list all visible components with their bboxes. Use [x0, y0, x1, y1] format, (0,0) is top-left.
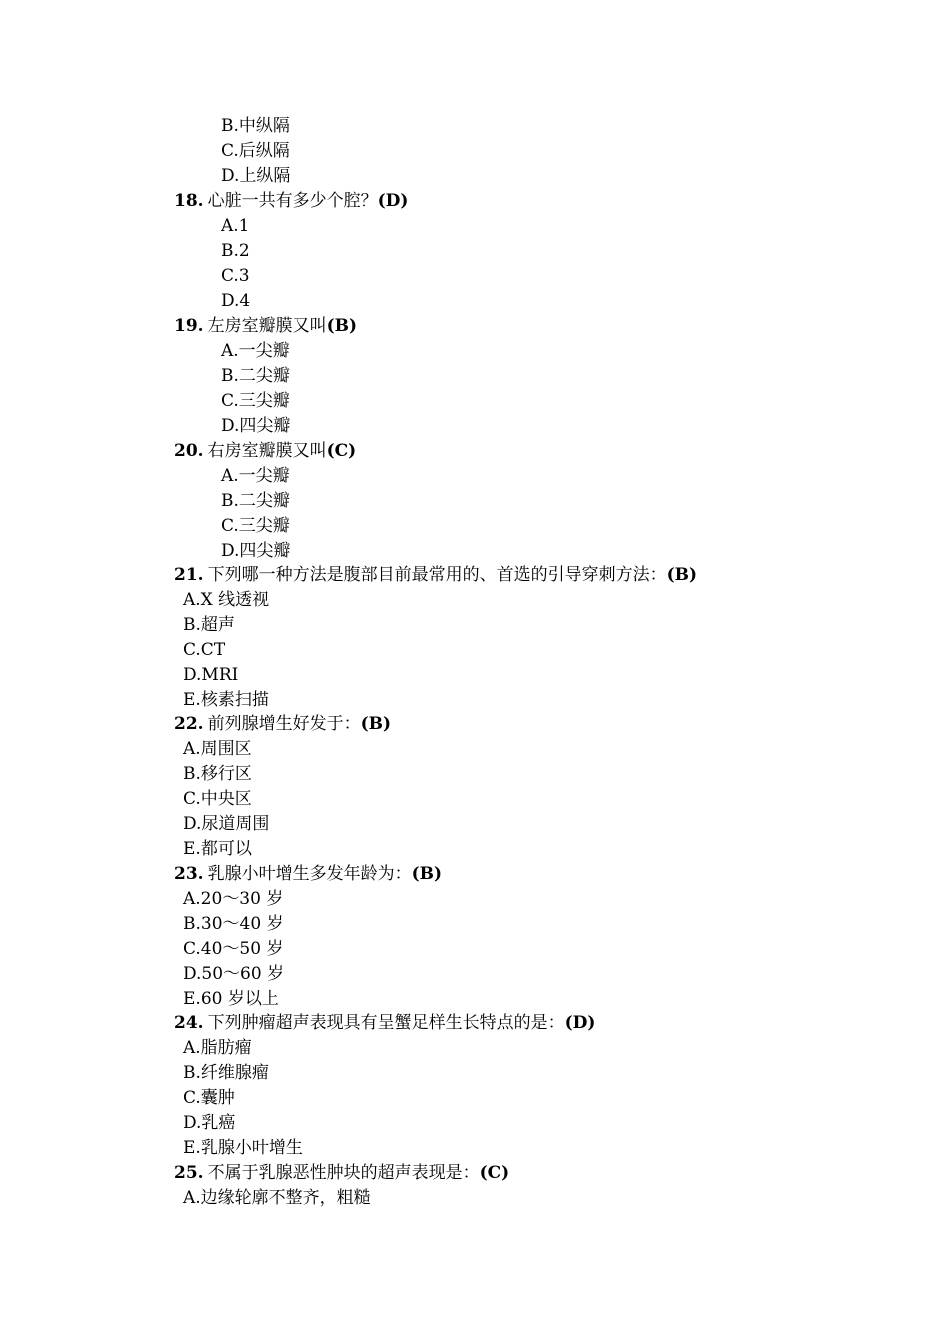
- question-answer: (D): [564, 1013, 596, 1033]
- question-answer: (B): [326, 316, 358, 336]
- option-line: C.囊肿: [183, 1088, 235, 1108]
- option-line: A.X 线透视: [183, 590, 270, 610]
- question-number: 21.: [174, 565, 204, 585]
- option-line: B.移行区: [183, 764, 252, 784]
- option-line: A.20～30 岁: [183, 889, 284, 909]
- question-text: 乳腺小叶增生多发年龄为：: [207, 864, 412, 884]
- question-line: [174, 563, 697, 587]
- option-line: C.中央区: [183, 789, 252, 809]
- option-line: E.60 岁以上: [183, 989, 279, 1009]
- option-line: C.三尖瓣: [221, 391, 290, 411]
- question-answer: (B): [666, 565, 698, 585]
- question-line: [174, 189, 408, 213]
- question-number: 23.: [174, 864, 204, 884]
- question-answer: (B): [411, 864, 443, 884]
- option-line: A.周围区: [183, 739, 252, 759]
- option-line: B.2: [221, 241, 250, 261]
- question-number: 18.: [174, 191, 204, 211]
- option-line: B.纤维腺瘤: [183, 1063, 269, 1083]
- option-line: E.乳腺小叶增生: [183, 1138, 303, 1158]
- option-line: D.四尖瓣: [221, 541, 291, 561]
- question-text: 前列腺增生好发于：: [207, 714, 361, 734]
- question-line: [174, 1161, 509, 1185]
- option-line: A.1: [221, 216, 250, 236]
- option-line: B.二尖瓣: [221, 491, 290, 511]
- question-text: 心脏一共有多少个腔？: [207, 191, 378, 211]
- option-line: B.30～40 岁: [183, 914, 284, 934]
- question-text: 左房室瓣膜又叫: [207, 316, 327, 336]
- option-line: D.4: [221, 291, 251, 311]
- option-line: C.CT: [183, 640, 226, 660]
- question-line: [174, 712, 391, 736]
- option-line: B.二尖瓣: [221, 366, 290, 386]
- option-line: B.中纵隔: [221, 116, 290, 136]
- question-line: [174, 1011, 595, 1035]
- option-line: D.上纵隔: [221, 166, 291, 186]
- question-number: 22.: [174, 714, 204, 734]
- option-line: C.40～50 岁: [183, 939, 284, 959]
- option-line: D.尿道周围: [183, 814, 270, 834]
- question-number: 25.: [174, 1163, 204, 1183]
- option-line: B.超声: [183, 615, 235, 635]
- option-line: D.四尖瓣: [221, 416, 291, 436]
- option-line: D.50～60 岁: [183, 964, 285, 984]
- option-line: C.后纵隔: [221, 141, 290, 161]
- option-line: A.一尖瓣: [221, 341, 290, 361]
- option-line: C.三尖瓣: [221, 516, 290, 536]
- question-text: 不属于乳腺恶性肿块的超声表现是：: [207, 1163, 480, 1183]
- question-text: 右房室瓣膜又叫: [207, 441, 327, 461]
- option-line: C.3: [221, 266, 250, 286]
- question-number: 20.: [174, 441, 204, 461]
- question-text: 下列肿瘤超声表现具有呈蟹足样生长特点的是：: [207, 1013, 565, 1033]
- option-line: E.核素扫描: [183, 690, 269, 710]
- question-answer: (C): [326, 441, 357, 461]
- option-line: A.脂肪瘤: [183, 1038, 252, 1058]
- option-line: D.乳癌: [183, 1113, 236, 1133]
- question-number: 24.: [174, 1013, 204, 1033]
- question-answer: (C): [479, 1163, 510, 1183]
- option-line: D.MRI: [183, 665, 239, 685]
- option-line: A.一尖瓣: [221, 466, 290, 486]
- question-line: [174, 314, 357, 338]
- question-text: 下列哪一种方法是腹部目前最常用的、首选的引导穿刺方法：: [207, 565, 667, 585]
- question-line: [174, 862, 442, 886]
- question-answer: (B): [360, 714, 392, 734]
- question-answer: (D): [377, 191, 409, 211]
- option-line: A.边缘轮廓不整齐，粗糙: [183, 1188, 371, 1208]
- option-line: E.都可以: [183, 839, 252, 859]
- question-number: 19.: [174, 316, 204, 336]
- question-line: [174, 439, 356, 463]
